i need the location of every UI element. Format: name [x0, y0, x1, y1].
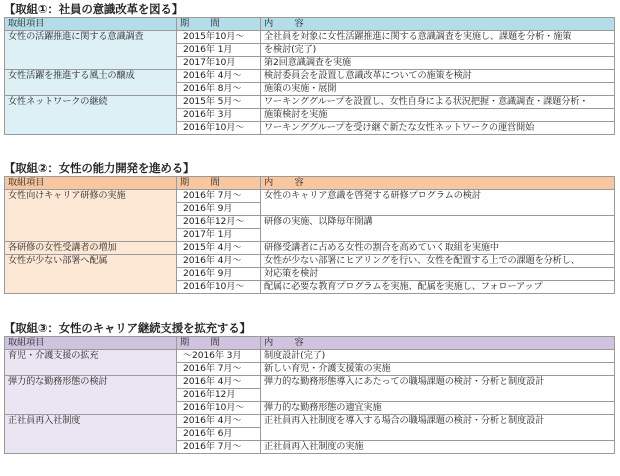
section-3-heading: 【取組③：女性のキャリア継続支援を拡充する】	[4, 321, 251, 335]
row-period: 2016年10月～	[177, 402, 261, 415]
table-row	[5, 255, 615, 268]
row-period: 2016年 6月	[177, 428, 261, 441]
row-item: 女性が少ない部署へ配属	[5, 255, 177, 294]
header-item: 取組項目	[5, 337, 177, 350]
row-content: 女性が少ない部署にヒアリングを行い、女性を配置する上での課題を分析し、	[261, 255, 615, 268]
row-period: 2015年10月～	[177, 31, 261, 44]
table-header-row	[5, 337, 615, 350]
section-2	[4, 161, 614, 294]
row-content: 弾力的な勤務形態導入にあたっての職場課題の検討・分析と制度設計	[261, 376, 615, 402]
row-period: 2016年10月～	[177, 122, 261, 135]
table-row	[5, 70, 615, 83]
table-row	[5, 376, 615, 389]
row-period: 2016年 7月～	[177, 190, 261, 203]
row-period: 2016年12月～	[177, 216, 261, 229]
row-content: 研修受講者に占める女性の割合を高めていく取組を実施中	[261, 242, 615, 255]
row-item: 女性ネットワークの継続	[5, 96, 177, 135]
header-period: 期 間	[177, 177, 261, 190]
header-content: 内 容	[261, 177, 615, 190]
header-period: 期 間	[177, 18, 261, 31]
row-content: 検討委員会を設置し意識改革についての施策を検討	[261, 70, 615, 83]
row-period: 2016年 1月	[177, 44, 261, 57]
row-period: 2016年 9月	[177, 203, 261, 216]
table-row	[5, 350, 615, 363]
row-period: 2016年10月～	[177, 281, 261, 294]
table-header-row	[5, 177, 615, 190]
header-item: 取組項目	[5, 18, 177, 31]
row-content: 制度設計(完了)	[261, 350, 615, 363]
header-item: 取組項目	[5, 177, 177, 190]
row-period: 2016年 4月～	[177, 255, 261, 268]
header-content: 内 容	[261, 337, 615, 350]
row-item: 各研修の女性受講者の増加	[5, 242, 177, 255]
row-content: 新しい育児・介護支援策の実施	[261, 363, 615, 376]
row-content: 正社員再入社制度の実施	[261, 441, 615, 454]
row-period: 2016年 4月～	[177, 415, 261, 428]
section-3	[4, 321, 614, 454]
row-item: 女性活躍を推進する風土の醸成	[5, 70, 177, 96]
row-period: 2016年 7月～	[177, 441, 261, 454]
row-item: 正社員再入社制度	[5, 415, 177, 454]
row-period: 2017年 1月	[177, 229, 261, 242]
section-1	[4, 2, 614, 135]
section-3-table	[4, 336, 615, 454]
table-row	[5, 96, 615, 109]
header-content: 内 容	[261, 18, 615, 31]
row-period: ～2016年 3月	[177, 350, 261, 363]
row-content: 施策の実施・展開	[261, 83, 615, 96]
row-item: 女性の活躍推進に関する意識調査	[5, 31, 177, 70]
row-content: 対応策を検討	[261, 268, 615, 281]
row-item: 女性向けキャリア研修の実施	[5, 190, 177, 242]
row-content: 正社員再入社制度を導入する場合の職場課題の検討・分析と制度設計	[261, 415, 615, 441]
row-period: 2016年 3月	[177, 109, 261, 122]
table-header-row	[5, 18, 615, 31]
section-1-table	[4, 17, 615, 135]
row-period: 2015年 5月～	[177, 96, 261, 109]
row-content: 全社員を対象に女性活躍推進に関する意識調査を実施し、課題を分析・施策	[261, 31, 615, 44]
row-period: 2016年 4月～	[177, 376, 261, 389]
table-row	[5, 242, 615, 255]
row-content: を検討(完了)	[261, 44, 615, 57]
row-content: 女性のキャリア意識を啓発する研修プログラムの検討	[261, 190, 615, 216]
row-content: ワーキンググループを受け継ぐ新たな女性ネットワークの運営開始	[261, 122, 615, 135]
section-2-heading: 【取組②：女性の能力開発を進める】	[4, 161, 195, 175]
row-content: 施策検討を実施	[261, 109, 615, 122]
row-period: 2015年 4月～	[177, 242, 261, 255]
row-content: 弾力的な勤務形態の適宜実施	[261, 402, 615, 415]
row-period: 2016年12月	[177, 389, 261, 402]
section-1-heading: 【取組①：社員の意識改革を図る】	[4, 2, 184, 16]
section-2-table	[4, 176, 615, 294]
row-period: 2017年10月	[177, 57, 261, 70]
row-period: 2016年 8月～	[177, 83, 261, 96]
row-content: 第2回意識調査を実施	[261, 57, 615, 70]
row-content: ワーキンググループを設置し、女性自身による状況把握・意識調査・課題分析・	[261, 96, 615, 109]
row-item: 育児・介護支援の拡充	[5, 350, 177, 376]
table-row	[5, 190, 615, 203]
table-row	[5, 31, 615, 44]
row-period: 2016年 7月～	[177, 363, 261, 376]
row-period: 2016年 9月	[177, 268, 261, 281]
row-item: 弾力的な勤務形態の検討	[5, 376, 177, 415]
header-period: 期 間	[177, 337, 261, 350]
row-content: 配属に必要な教育プログラムを実施、配属を実施し、フォローアップ	[261, 281, 615, 294]
row-content: 研修の実施、以降毎年開講	[261, 216, 615, 242]
row-period: 2016年 4月～	[177, 70, 261, 83]
table-row	[5, 415, 615, 428]
